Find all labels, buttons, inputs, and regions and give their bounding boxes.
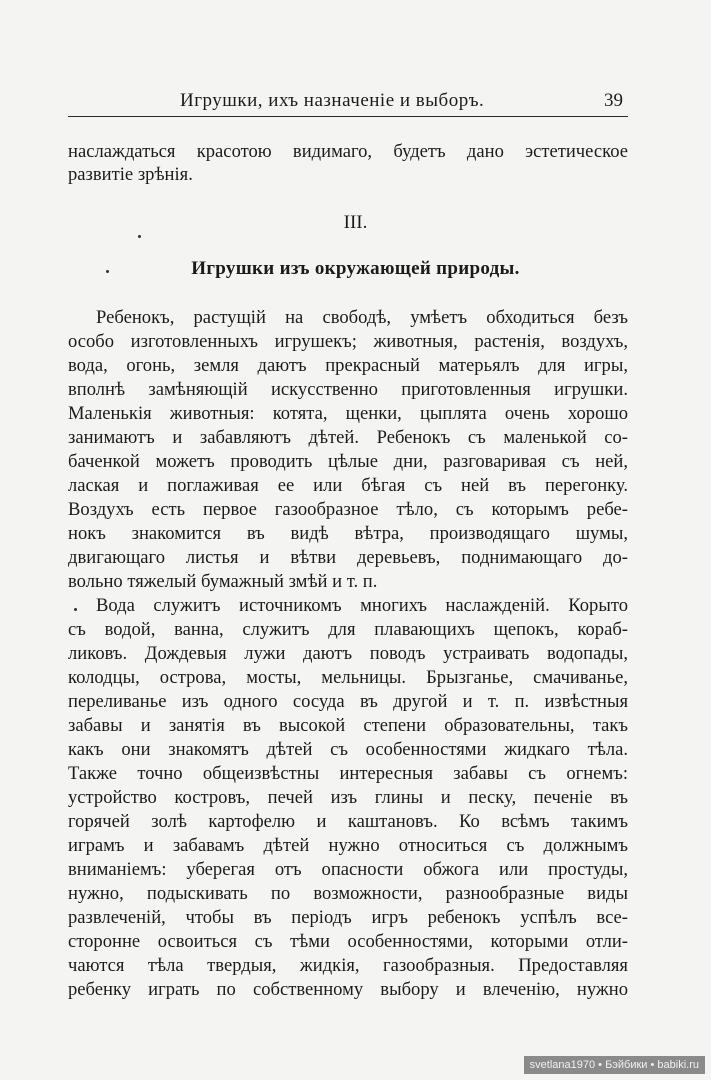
text-line: ликовъ. Дождевыя лужи даютъ поводъ устраивать водопады, — [68, 643, 628, 664]
text-line: баченкой можетъ проводить цѣлые дни, разговаривая съ ней, — [68, 451, 628, 472]
print-speck — [106, 270, 109, 273]
section-title: Игрушки изъ окружающей природы. — [191, 258, 520, 279]
text-line: устройство костровъ, печей изъ глины и песку, печеніе въ — [68, 787, 628, 808]
header-rule — [68, 116, 628, 117]
text-line: играмъ и забавамъ дѣтей нужно относиться съ должнымъ — [68, 835, 628, 856]
text-line: занимаютъ и забавляютъ дѣтей. Ребенокъ съ маленькой со- — [68, 427, 628, 448]
paragraph-first-line: Ребенокъ, растущій на свободѣ, умѣетъ обходиться безъ — [96, 307, 628, 328]
text-line: наслаждаться красотою видимаго, будетъ дано эстетическое — [68, 141, 628, 162]
text-line: вольно тяжелый бумажный змѣй и т. п. — [68, 571, 378, 592]
text-line: Маленькія животныя: котята, щенки, цыплята очень хорошо — [68, 403, 628, 424]
text-line: Также точно общеизвѣстны интересныя забавы съ огнемъ: — [68, 763, 628, 784]
text-line: особо изготовленныхъ игрушекъ; животныя, растенія, воздухъ, — [68, 331, 628, 352]
print-speck — [138, 235, 141, 238]
text-line: вниманіемъ: уберегая отъ опасности обжога или простуды, — [68, 859, 628, 880]
page-number: 39 — [604, 90, 623, 111]
text-line: горячей золѣ картофелю и каштановъ. Ко всѣмъ такимъ — [68, 811, 628, 832]
text-line: вполнѣ замѣняющій искусственно приготовленныя игрушки. — [68, 379, 628, 400]
running-head — [68, 88, 628, 114]
text-line: вода, огонь, земля даютъ прекрасный матерьялъ для игры, — [68, 355, 628, 376]
running-title: Игрушки, ихъ назначеніе и выборъ. — [180, 90, 485, 111]
section-number: III. — [343, 212, 368, 233]
text-line: съ водой, ванна, служитъ для плавающихъ щепокъ, кораб- — [68, 619, 628, 640]
text-line: колодцы, острова, мосты, мельницы. Брызганье, смачиванье, — [68, 667, 628, 688]
text-line: развлеченій, чтобы въ періодъ игръ ребенокъ успѣлъ все- — [68, 907, 628, 928]
text-line: нокъ знакомится въ видѣ вѣтра, производящаго шумы, — [68, 523, 628, 544]
text-line: нужно, подыскивать по возможности, разнообразные виды — [68, 883, 628, 904]
text-line: забавы и занятія въ высокой степени образовательны, такъ — [68, 715, 628, 736]
text-line: Воздухъ есть первое газообразное тѣло, съ которымъ ребе- — [68, 499, 628, 520]
text-line: сторонне освоиться съ тѣми особенностями, которыми отли- — [68, 931, 628, 952]
text-line: какъ они знакомятъ дѣтей съ особенностями жидкаго тѣла. — [68, 739, 628, 760]
paragraph-first-line: Вода служитъ источникомъ многихъ наслажденій. Корыто — [96, 595, 628, 616]
text-line: ребенку играть по собственному выбору и влеченію, нужно — [68, 979, 628, 1000]
text-line: двигающаго листья и вѣтви деревьевъ, поднимающаго до- — [68, 547, 628, 568]
text-line: чаются тѣла твердыя, жидкія, газообразныя. Предоставляя — [68, 955, 628, 976]
text-line: лаская и поглаживая ее или бѣгая съ ней въ перегонку. — [68, 475, 628, 496]
text-line: развитіе зрѣнія. — [68, 164, 193, 185]
watermark-label: svetlana1970 • Бэйбики • babiki.ru — [524, 1056, 705, 1074]
text-line: переливанье изъ одного сосуда въ другой и т. п. извѣстныя — [68, 691, 628, 712]
